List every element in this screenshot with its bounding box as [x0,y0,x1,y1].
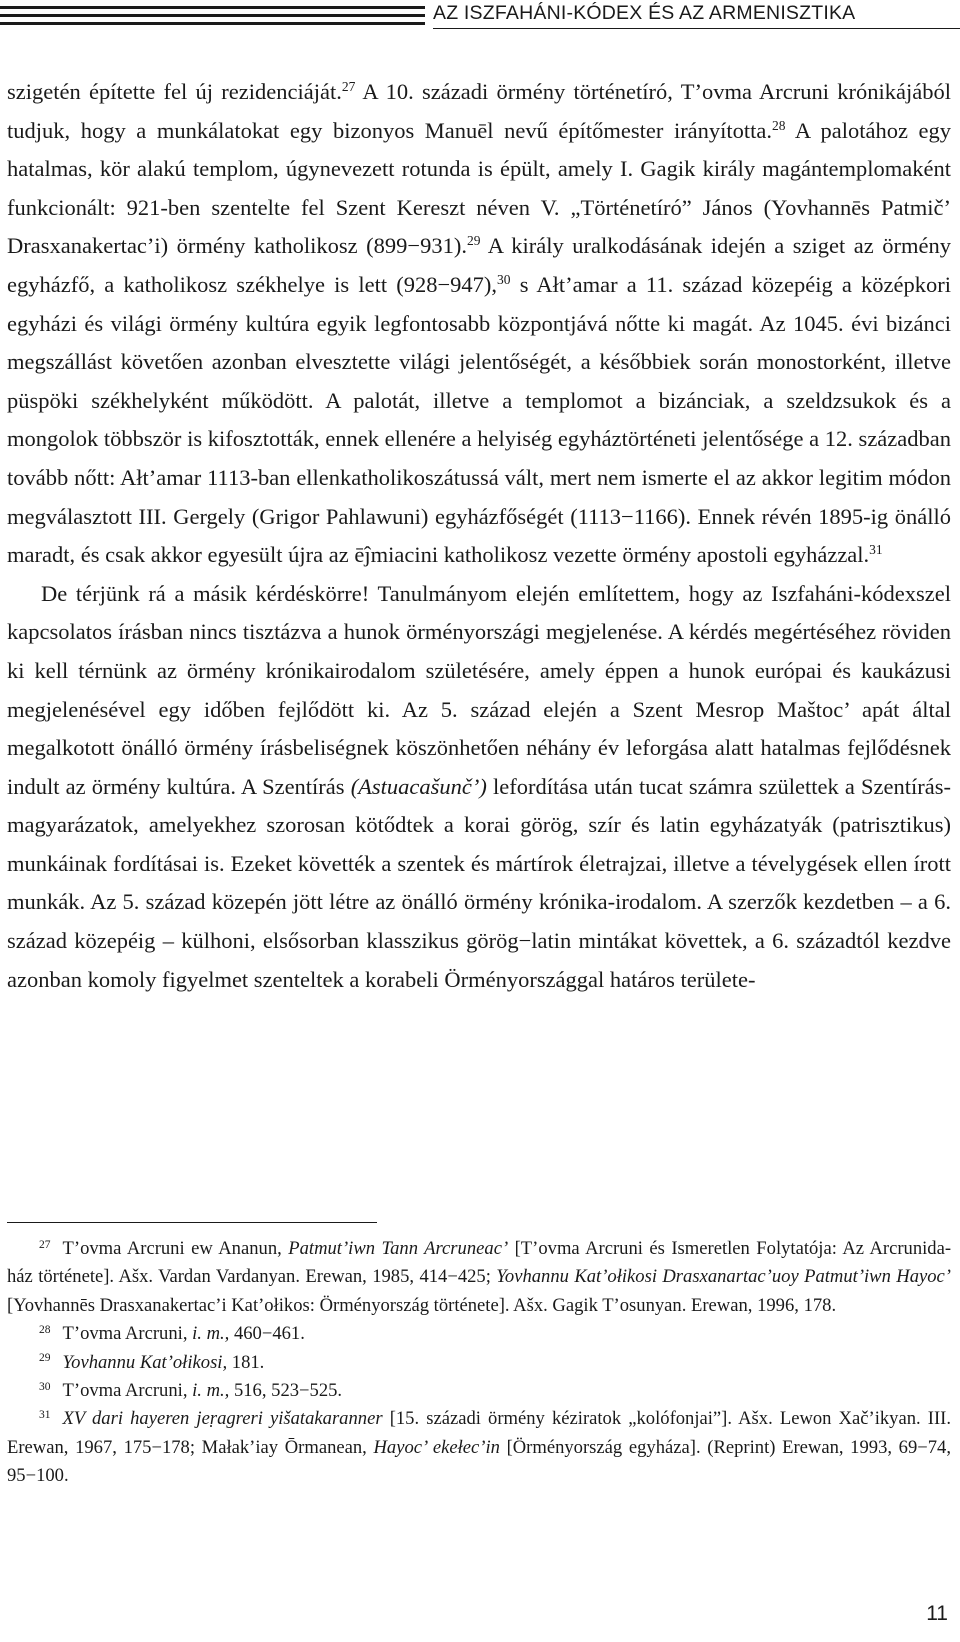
footnote-italic: Yovhannu Kat’ołikosi Drasxanartac’uoy Patmut’iwn Hayoc’ [496,1266,951,1288]
paragraph-2 [7,575,951,1000]
footnote-text: 516, 523−525. [229,1380,343,1402]
main-text [7,73,951,999]
text-run: A 10. századi örmény történetíró, T’ovma Arcruni krónikájából tudjuk, hogy a munkálatokat egy bizonyos Manuēl nevű építőmester irányította. [7,79,951,143]
header-underline [433,28,960,29]
footnote-italic: Hayoc’ ekełec’in [373,1436,500,1458]
footnote-number: 29 [39,1352,51,1365]
footnote-separator [7,1222,377,1223]
footnote-27 [7,1235,951,1320]
header-rule-3 [0,22,425,25]
footnote-number: 31 [39,1409,51,1422]
footnote-number: 28 [39,1323,51,1336]
footnote-italic: i. m., [192,1323,230,1345]
footnote-italic: Patmut’iwn Tann Arcruneac’ [288,1238,509,1259]
footnote-text: T’ovma Arcruni ew Ananun, [62,1238,289,1259]
footnote-italic: XV dari hayeren jeṛagreri yišatakaranner [62,1408,383,1430]
text-run: szigetén építette fel új rezidenciáját. [7,79,342,104]
footnote-ref-28[interactable]: 28 [772,117,786,133]
footnote-italic: i. m., [192,1380,230,1402]
footnote-text: T’ovma Arcruni, [62,1323,193,1345]
footnote-text: 460−461. [229,1323,305,1345]
footnote-text: T’ovma Arcruni, [62,1380,193,1402]
text-run: A király uralkodásának idején a sziget az örmény egyházfő, a katholikosz székhelye is lett (928−947), [7,233,951,297]
italic-term: (Astuacašunč’) [350,773,487,799]
footnote-italic: Yovhannu Kat’ołikosi, [62,1351,228,1373]
footnote-text: 181. [227,1351,265,1373]
footnote-text: [Yovhannēs Drasxanakertac’i Kat’ołikos: Örményország története]. Ašx. Gagik T’osunyan. Erewan, 1996, 178. [7,1294,837,1316]
footnote-number: 27 [39,1238,51,1251]
footnotes [7,1235,951,1491]
page-number: 11 [926,1602,948,1625]
footnote-ref-29[interactable]: 29 [466,233,481,249]
footnote-ref-31[interactable]: 31 [869,542,883,558]
header-rule-2 [0,14,425,17]
footnote-30 [7,1377,951,1405]
header-rule-1 [0,6,425,9]
running-header [0,0,960,30]
text-run: lefordítása után tucat számra születtek a Szentírás-magyarázatok, amelyekhez szorosan kötődtek a korai görög, szír és latin egyházatyák (patrisztikus) munkáinak fordításai is. Ezeket követték a szentek és mártírok életrajzai, illetve a tévelygések ellen írott munkák. Az 5. század közepén jött létre az önálló örmény krónika-irodalom. A szerzők kezdetben – a 6. század közepéig – külhoni, elsősorban klasszikus görög−latin mintákat követtek, a 6. századtól kezdve azonban komoly figyelmet szenteltek a korabeli Örményországgal határos területe- [7,773,951,992]
running-title: AZ ISZFAHÁNI-KÓDEX ÉS AZ ARMENISZTIKA [433,2,856,24]
footnote-ref-30[interactable]: 30 [497,271,511,287]
text-run: A palotához egy hatalmas, kör alakú templom, úgynevezett rotunda is épült, amely I. Gagik király magántemplomaként funkcionált: 921-ben szentelte fel Szent Kereszt néven V. „Történetíró” János (Yovhannēs Patmič’ Drasxanakertac’i) örmény katholikosz (899−931). [7,117,951,259]
footnote-text: [15. századi örmény kéziratok „kolófonjai”]. Ašx. Lewon Xač’ikyan. III. Erewan, 1967, 175−178; Małak’iay Ōrmanean, [7,1408,951,1458]
footnote-29 [7,1349,951,1377]
text-run: De térjünk rá a másik kérdéskörre! Tanulmányom elején említettem, hogy az Iszfaháni-kódexszel kapcsolatos írásban nincs tisztázva a hunok örményországi megjelenése. A kérdés megértéséhez röviden ki kell térnünk az örmény krónikairodalom születésére, amely éppen a hunok európai és kaukázusi megjelenésével egy időben fejlődött ki. Az 5. század elején a Szent Mesrop Maštoc’ apát által megalkotott önálló örmény írásbeliségnek köszönhetően néhány év leforgása alatt hatalmas fejlődésnek indult az örmény kultúra. A Szentírás [7,580,951,799]
footnote-text: [T’ovma Arcruni és Ismeretlen Folytatója: Az Arcrunida-ház története]. Ašx. Vardan Vardanyan. Erewan, 1985, 414−425; [7,1238,952,1288]
footnote-28 [7,1320,951,1348]
paragraph-1 [7,73,951,575]
footnote-31 [7,1405,951,1490]
footnote-text: [Örményország egyháza]. (Reprint) Erewan, 1993, 69−74, 95−100. [7,1436,951,1487]
text-run: s Ałt’amar a 11. század közepéig a középkori egyházi és világi örmény kultúra egyik legfontosabb központjává nőtte ki magát. Az 1045. évi bizánci megszállást követően azonban elvesztette világi jelentőségét, a későbbiek során monostorként, illetve püspöki székhelyként működött. A palotát, illetve a templomot a bizánciak, a szeldzsukok és a mongolok többször is kifosztották, ennek ellenére a helyiség egyháztörténeti jelentősége a 12. században tovább nőtt: Ałt’amar 1113-ban ellenkatholikoszátussá vált, mert nem ismerte el az akkor legitim módon megválasztott III. Gergely (Grigor Pahlawuni) egyházfőségét (1113−1166). Ennek révén 1895-ig önálló maradt, és csak akkor egyesült újra az ēĵmiacini katholikosz vezette örmény apostoli egyházzal. [7,271,951,568]
footnote-ref-27[interactable]: 27 [341,78,356,94]
footnote-number: 30 [39,1380,51,1393]
